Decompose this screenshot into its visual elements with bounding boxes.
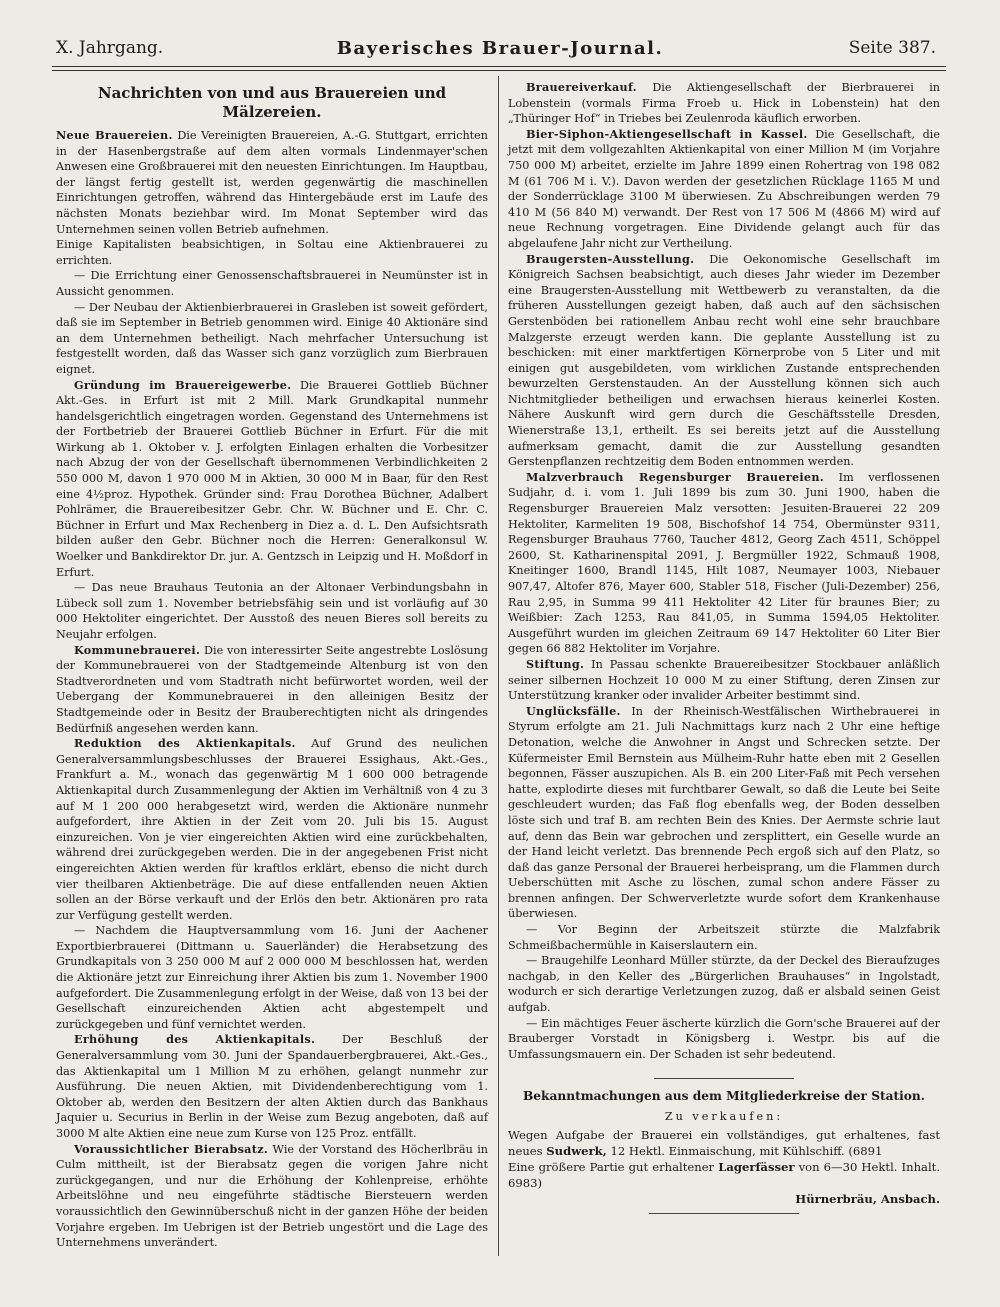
header-rule-second xyxy=(52,70,946,71)
announcement-rule xyxy=(649,1213,799,1214)
article-heading: Malzverbrauch Regensburger Brauereien. xyxy=(526,469,824,484)
paragraph: — Das neue Brauhaus Teutonia an der Altonaer Verbindungsbahn in Lübeck soll zum 1. November betriebsfähig sein und ist vorläufig auf 30 000 Hektoliter eingerichtet. Der Ausstoß des neuen Bieres soll bereits zu Neujahr erfolgen. xyxy=(56,581,488,641)
ad-highlight: Lagerfässer xyxy=(718,1159,795,1174)
article-bier-siphon xyxy=(508,127,940,252)
announcement-separator xyxy=(654,1078,794,1079)
article-heading: Gründung im Brauereigewerbe. xyxy=(74,377,292,392)
article-gruendung xyxy=(56,378,488,581)
left-column xyxy=(56,80,488,1251)
article-heading: Stiftung. xyxy=(526,656,585,671)
paragraph: — Braugehilfe Leonhard Müller stürzte, da der Deckel des Bieraufzuges nachgab, in den Keller des „Bürgerlichen Brauhauses“ in Ingolstadt, wodurch er sich derartige Verletzungen zuzog, daß er alsbald seinen Geist aufgab. xyxy=(508,954,940,1015)
paragraph: — Nachdem die Hauptversammlung vom 16. Juni der Aachener Exportbierbrauerei (Dittmann u. Sauerländer) die Herabsetzung des Grundkapitals von 3 250 000 M auf 2 000 000 M beschlossen hat, werden die Aktionäre jetzt zur Einreichung ihrer Aktien bis zum 1. November 1900 aufgefordert. Die Zusammenlegung erfolgt in der Weise, daß von 13 bei der Gesellschaft einzureichenden Aktien acht abgestempelt und zurückgegeben und fünf vernichtet werden. xyxy=(56,924,488,1031)
paragraph: — Der Neubau der Aktienbierbrauerei in Grasleben ist soweit gefördert, daß sie im September in Betrieb genommen wird. Einige 40 Aktionäre sind an dem Unternehmen betheiligt. Nach mehrfacher Untersuchung ist festgestellt worden, daß das Wasser sich ganz vorzüglich zum Bierbrauen eignet. xyxy=(56,300,488,376)
article-erhoehung xyxy=(56,1032,488,1141)
article-text: Die Gesellschaft, die jetzt mit dem vollgezahlten Aktienkapital von einer Million M (im Vorjahre 750 000 M) arbeitet, erzielte im Jahre 1899 einen Rohertrag von 198 082 M (61 706 M i. V.). Davon werden der gesetzlichen Rücklage 1165 M und der Sonderrücklage 3100 M überwiesen. Zu Abschreibungen werden 79 410 M (56 840 M) verwandt. Der Rest von 17 506 M (4866 M) wird auf neue Rechnung vorgetragen. Eine Dividende gelangt auch für das abgelaufene Jahr nicht zur Vertheilung. xyxy=(508,127,941,250)
article-heading: Voraussichtlicher Bierabsatz. xyxy=(74,1141,269,1156)
article-heading: Bier-Siphon-Aktiengesellschaft in Kassel. xyxy=(526,126,808,141)
article-text: Auf Grund des neulichen Generalversammlungsbeschlusses der Brauerei Essighaus, Akt.-Ges., Frankfurt a. M., wonach das gegenwärtig M 1 600 000 betragende Aktienkapital durch Zusammenlegung der Aktien im Verhältniß von 4 zu 3 auf M 1 200 000 herabgesetzt wird, werden die Aktionäre nunmehr aufgefordert, ihre Aktien in der Zeit vom 20. Juli bis 15. August einzureichen. Von je vier eingereichten Aktien wird eine zurückbehalten, während drei zurückgegeben werden. Die in der angegebenen Frist nicht eingereichten Aktien werden für kraftlos erklärt, ebenso die nicht durch vier theilbaren Aktienbeträge. Die auf diese entfallenden neuen Aktien sollen an der Börse verkauft und der Erlös den betr. Aktionären pro rata zur Verfügung gestellt werden. xyxy=(56,737,488,922)
paragraph: — Die Errichtung einer Genossenschaftsbrauerei in Neumünster ist in Aussicht genommen. xyxy=(56,269,488,298)
article-kommunebrauerei xyxy=(56,643,488,737)
ad-text: Wegen Aufgabe der Brauerei ein vollständiges, gut erhaltenes, fast neues xyxy=(508,1127,940,1158)
right-column xyxy=(508,80,940,1214)
article-heading: Erhöhung des Aktienkapitals. xyxy=(74,1032,316,1047)
article-heading: Reduktion des Aktienkapitals. xyxy=(74,736,296,751)
header-rule xyxy=(52,66,946,67)
article-heading: Braugersten-Ausstellung. xyxy=(526,251,695,266)
article-ungluecksfaelle xyxy=(508,704,940,922)
article-text: Die Brauerei Gottlieb Büchner Akt.-Ges. in Erfurt ist mit 2 Mill. Mark Grundkapital nunmehr handelsgerichtlich eingetragen worden. Gegenstand des Unternehmens ist der Fortbetrieb der Brauerei Gottlieb Büchner in Erfurt. Für die mit Wirkung ab 1. Oktober v. J. erfolgten Einlagen erhalten die Vorbesitzer nach Abzug der von der Gesellschaft übernommenen Verbindlichkeiten 2 550 000 M, davon 1 970 000 M in Aktien, 30 000 M in Baar, für den Rest eine 4½proz. Hypothek. Gründer sind: Frau Dorothea Büchner, Adalbert Pohlrämer, die Brauereibesitzer Gebr. Chr. W. Büchner und E. Chr. C. Büchner in Erfurt und Max Rechenberg in Diez a. d. L. Den Aufsichtsrath bilden außer den Gebr. Büchner noch die Herren: Generalkonsul W. Woelker und Bankdirektor Dr. jur. A. Gentzsch in Leipzig und H. Moßdorf in Erfurt. xyxy=(56,378,489,579)
ad-text: Eine größere Partie gut erhaltener xyxy=(508,1159,715,1174)
article-heading: Kommunebrauerei. xyxy=(74,642,201,657)
paragraph: — Ein mächtiges Feuer äscherte kürzlich die Gorn'sche Brauerei auf der Brauberger Vorstadt in Königsberg i. Westpr. bis auf die Umfassungsmauern ein. Der Schaden ist sehr bedeutend. xyxy=(508,1016,940,1061)
page-number: Seite 387. xyxy=(848,38,936,58)
ad-highlight: Sudwerk, xyxy=(546,1143,607,1158)
ad-text: 12 Hektl. Einmaischung, mit Kühlschiff. (6891 xyxy=(610,1143,883,1158)
announcement-ad-sudwerk xyxy=(508,1127,940,1159)
article-heading: Brauereiverkauf. xyxy=(526,80,637,94)
announcement-subtitle: Zu verkaufen: xyxy=(664,1110,784,1123)
article-text: Die Vereinigten Brauereien, A.-G. Stuttgart, errichten in der Hasenbergstraße auf dem alten vormals Lindenmayer'schen Anwesen eine Großbrauerei mit den neuesten Einrichtungen. Im Hauptbau, der längst fertig gestellt ist, werden gegenwärtig die maschinellen Einrichtungen getroffen, während das Hintergebäude erst im Laufe des nächsten Monats beziehbar wird. Im Monat September wird das Unternehmen seinen vollen Betrieb aufnehmen. xyxy=(56,129,488,236)
ad-text: von 6—30 Hektl. Inhalt. 6983) xyxy=(508,1159,941,1190)
article-text: Wie der Vorstand des Höcherlbräu in Culm mittheilt, ist der Bierabsatz gegen die vorigen Jahre nicht zurückgegangen, und nur die Erhöhung der Kohlenpreise, erhöhte Arbeitslöhne und neu eingeführte städtische Biersteuern werden voraussichtlich den Gewinnüberschuß nicht in der ganzen Höhe der beiden Vorjahre ergeben. Im Uebrigen ist der Betrieb ungestört und die Lage des Unternehmens unverändert. xyxy=(56,1142,489,1250)
article-stiftung xyxy=(508,657,940,704)
article-heading: Unglücksfälle. xyxy=(526,703,621,718)
article-braugersten xyxy=(508,252,940,470)
article-text: In der Rheinisch-Westfälischen Wirthebrauerei in Styrum erfolgte am 21. Juli Nachmittags kurz nach 2 Uhr eine heftige Detonation, welche die Anwohner in Angst und Schrecken setzte. Der Küfermeister Emil Bernstein aus Mülheim-Ruhr hatte eben mit 2 Gesellen begonnen, Fässer auszupichen. Als B. ein 200 Liter-Faß mit Pech versehen hatte, explodirte dieses mit furchtbarer Gewalt, so daß die Leute bei Seite geschleudert wurden; das Faß flog ebenfalls weg, der Boden desselben löste sich und traf B. am rechten Bein des Knies. Der Aermste schrie laut auf, denn das Bein war gebrochen und zersplittert, ein Geselle wurde an der Hand leicht verletzt. Das brennende Pech ergoß sich auf den Platz, so daß das ganze Personal der Brauerei herbeisprang, um die Flammen durch Ueberschütten mit Asche zu löschen, zumal schon andere Fässer zu brennen anfingen. Der Schwerverletzte wurde sofort dem Krankenhause überwiesen. xyxy=(508,704,940,921)
column-divider xyxy=(498,76,499,1256)
announcement-ad-lagerfaesser xyxy=(508,1159,940,1191)
journal-title: Bayerisches Brauer-Journal. xyxy=(336,38,664,59)
paragraph: — Vor Beginn der Arbeitszeit stürzte die Malzfabrik Schmeißbachermühle in Kaiserslautern ein. xyxy=(508,923,940,952)
article-neue-brauereien xyxy=(56,128,488,237)
section-title: Nachrichten von und aus Brauereien und Mälzereien. xyxy=(97,84,447,121)
article-reduktion xyxy=(56,736,488,923)
article-text: Im verflossenen Sudjahr, d. i. vom 1. Juli 1899 bis zum 30. Juni 1900, haben die Regensburger Brauereien Malz versotten: Jesuiten-Brauerei 22 209 Hektoliter, Karmeliten 19 508, Bischofshof 14 754, Obermünster 9311, Regensburger Brauhaus 7760, Taucher 4812, Georg Zach 4511, Schöppel 2600, St. Katharinenspital 2091, J. Bergmüller 1922, Schmauß 1908, Kneitinger 1600, Brandl 1145, Hilt 1087, Neumayer 1003, Niebauer 907,47, Altofer 876, Mayer 600, Stabler 518, Fischer (Juli-Dezember) 256, Rau 2,95, in Summa 99 411 Hektoliter 42 Liter für braunes Bier; zu Weißbier: Zach 1253, Rau 841,05, in Summa 1594,05 Hektoliter. Ausgeführt wurden im gleichen Zeitraum 69 147 Hektoliter 60 Liter Bier gegen 66 882 Hektoliter im Vorjahre. xyxy=(508,470,940,656)
paragraph: Einige Kapitalisten beabsichtigen, in Soltau eine Aktienbrauerei zu errichten. xyxy=(56,238,488,267)
article-malzverbrauch xyxy=(508,470,940,657)
announcement-signature: Hürnerbräu, Ansbach. xyxy=(795,1191,940,1206)
article-text: Der Beschluß der Generalversammlung vom 30. Juni der Spandauerbergbrauerei, Akt.-Ges., das Aktienkapital um 1 Million M zu erhöhen, gelangt nunmehr zur Ausführung. Die neuen Aktien, mit Dividendenberechtigung vom 1. Oktober ab, werden den Besitzern der alten Aktien durch das Bankhaus Jaquier u. Securius in Berlin in der Weise zum Bezug angeboten, daß auf 3000 M alte Aktien eine neue zum Kurse von 125 Proz. entfällt. xyxy=(56,1033,488,1140)
article-text: Die von interessirter Seite angestrebte Loslösung der Kommunebrauerei von der Stadtgemeinde Altenburg ist von den Stadtverordneten und vom Stadtrath nicht befürwortet worden, weil der Uebergang der Kommunebrauerei in den alleinigen Besitz der Stadtgemeinde oder in Besitz der Brauberechtigten nicht als dringendes Bedürfniß angesehen werden kann. xyxy=(56,643,489,735)
article-text: Die Aktiengesellschaft der Bierbrauerei in Lobenstein (vormals Firma Froeb u. Hick in Lobenstein) hat den „Thüringer Hof“ in Triebes bei Zeulenroda käuflich erworben. xyxy=(508,81,940,126)
article-heading: Neue Brauereien. xyxy=(56,128,173,142)
article-brauereiverkauf xyxy=(508,80,940,127)
article-text: In Passau schenkte Brauereibesitzer Stockbauer anläßlich seiner silbernen Hochzeit 10 000 M zu einer Stiftung, deren Zinsen zur Unterstützung kranker oder invalider Arbeiter bestimmt sind. xyxy=(508,657,940,703)
volume-label: X. Jahrgang. xyxy=(56,38,164,58)
article-text: Die Oekonomische Gesellschaft im Königreich Sachsen beabsichtigt, auch dieses Jahr wieder im Dezember eine Braugersten-Ausstellung mit Wettbewerb zu veranstalten, da die früheren Ausstellungen gezeigt haben, daß auch auf den sächsischen Gerstenböden bei rationellem Anbau recht wohl eine sehr brauchbare Malzgerste erzeugt werden kann. Die geplante Ausstellung ist zu beschicken: mit einer marktfertigen Körnerprobe von 5 Liter und mit einigen gut ausgebildeten, vom wirklichen Zustande entsprechenden bewurzelten Gerstenstauden. An der Ausstellung können sich auch Nichtmitglieder betheiligen und erwachsen hieraus keinerlei Kosten. Nähere Auskunft wird gern durch die Geschäftsstelle Dresden, Wienerstraße 13,1, ertheilt. Es sei bereits jetzt auf die Ausstellung aufmerksam gemacht, damit die zur Ausstellung gesandten Gerstenpflanzen rechtzeitig dem Boden entnommen werden. xyxy=(508,252,940,469)
announcement-title: Bekanntmachungen aus dem Mitgliederkreise der Station. xyxy=(522,1089,926,1104)
article-voraussichtlich xyxy=(56,1142,488,1251)
